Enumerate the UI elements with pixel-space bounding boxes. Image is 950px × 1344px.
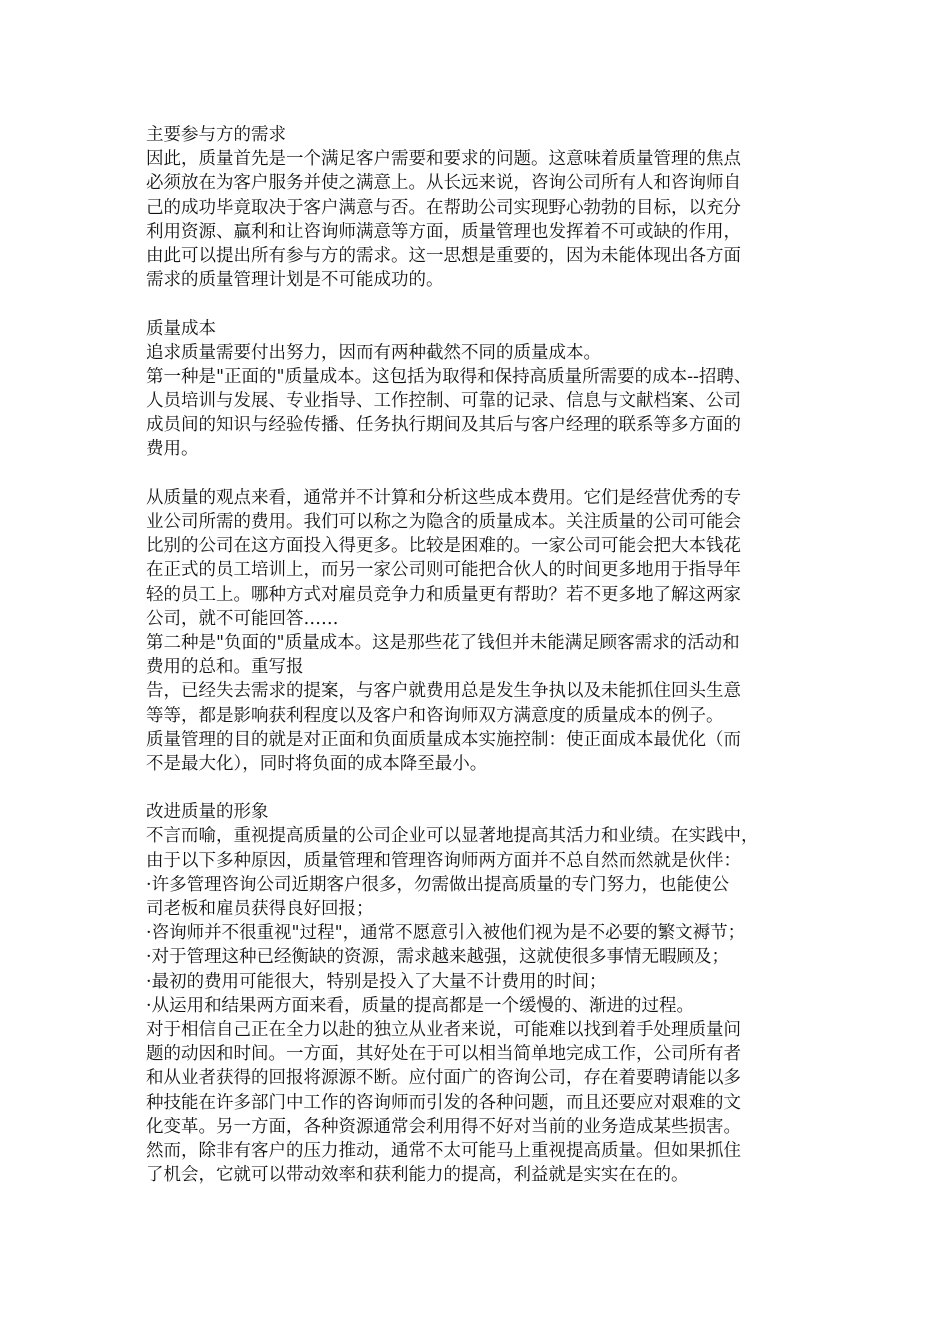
paragraph-gap [146,462,810,486]
text-line: 由于以下多种原因，质量管理和管理咨询师两方面并不总自然而然就是伙伴： [146,850,741,871]
text-line: 费用的总和。重写报 [146,657,304,678]
text-line: 然而，除非有客户的压力推动，通常不太可能马上重视提高质量。但如果抓住 [146,1140,741,1161]
text-line: 不言而喻，重视提高质量的公司企业可以显著地提高其活力和业绩。在实践中， [146,826,759,847]
text-line: 和从业者获得的回报将源源不断。应付面广的咨询公司，存在着要聘请能以多 [146,1068,741,1089]
text-line: 己的成功毕竟取决于客户满意与否。在帮助公司实现野心勃勃的目标，以充分 [146,197,741,218]
bullet-item: ·从运用和结果两方面来看，质量的提高都是一个缓慢的、渐进的过程。 [146,995,695,1016]
bullet-item: ·对于管理这种已经衡缺的资源，需求越来越强，这就使很多事情无暇顾及； [146,947,730,968]
text-line: 业公司所需的费用。我们可以称之为隐含的质量成本。关注质量的公司可能会 [146,512,741,532]
text-line: 需求的质量管理计划是不可能成功的。 [146,270,444,291]
text-line: 质量管理的目的就是对正面和负面质量成本实施控制：使正面成本最优化（而 [146,729,741,750]
text-line: 必须放在为客户服务并使之满意上。从长远来说，咨询公司所有人和咨询师自 [146,173,741,194]
text-line: 因此，质量首先是一个满足客户需要和要求的问题。这意味着质量管理的焦点 [146,149,741,170]
text-line: 对于相信自己正在全力以赴的独立从业者来说，可能难以找到着手处理质量问 [146,1019,741,1040]
bullet-item: ·许多管理咨询公司近期客户很多，勿需做出提高质量的专门努力，也能使公 [146,874,730,895]
text-line: 司老板和雇员获得良好回报； [146,899,374,919]
text-line: 公司，就不可能回答…… [146,608,339,629]
text-line: 费用。 [146,439,199,460]
section-heading-cost-of-quality: 质量成本 [146,318,216,339]
text-line: 告，已经失去需求的提案，与客户就费用总是发生争执以及未能抓住回头生意 [146,681,741,702]
paragraph-gap [146,776,810,800]
text-line: 化变革。另一方面，各种资源通常会利用得不好对当前的业务造成某些损害。 [146,1116,741,1137]
text-line: 第二种是"负面的"质量成本。这是那些花了钱但并未能满足顾客需求的活动和 [146,632,740,653]
text-line: 比别的公司在这方面投入得更多。比较是困难的。一家公司可能会把大本钱花 [146,536,741,557]
bullet-item: ·最初的费用可能很大，特别是投入了大量不计费用的时间； [146,971,607,992]
text-line: 追求质量需要付出努力，因而有两种截然不同的质量成本。 [146,342,601,363]
text-line: 在正式的员工培训上，而另一家公司则可能把合伙人的时间更多地用于指导年 [146,560,741,581]
text-line: 了机会，它就可以带动效率和获利能力的提高，利益就是实实在在的。 [146,1165,689,1186]
text-line: 不是最大化），同时将负面的成本降至最小。 [146,753,488,774]
text-line: 由此可以提出所有参与方的需求。这一思想是重要的，因为未能体现出各方面 [146,245,741,266]
text-line: 种技能在许多部门中工作的咨询师而引发的各种问题，而且还要应对艰难的文 [146,1092,741,1113]
paragraph-gap [146,292,810,316]
text-line: 从质量的观点来看，通常并不计算和分析这些成本费用。它们是经营优秀的专 [146,487,741,508]
text-line: 等等，都是影响获利程度以及客户和咨询师双方满意度的质量成本的例子。 [146,705,724,726]
bullet-item: ·咨询师并不很重视"过程"，通常不愿意引入被他们视为是不必要的繁文褥节； [146,923,746,944]
document-body [146,123,810,1187]
text-line: 成员间的知识与经验传播、任务执行期间及其后与客户经理的联系等多方面的 [146,415,741,436]
section-heading-improving-image: 改进质量的形象 [146,802,269,823]
section-heading-stakeholder-needs: 主要参与方的需求 [146,125,286,145]
text-line: 利用资源、赢利和让咨询师满意等方面，质量管理也发挥着不可或缺的作用， [146,221,741,242]
text-line: 轻的员工上。哪种方式对雇员竞争力和质量更有帮助？若不更多地了解这两家 [146,584,741,605]
text-line: 第一种是"正面的"质量成本。这包括为取得和保持高质量所需要的成本--招聘、 [146,366,752,387]
text-line: 人员培训与发展、专业指导、工作控制、可靠的记录、信息与文献档案、公司 [146,391,741,412]
text-line: 题的动因和时间。一方面，其好处在于可以相当简单地完成工作，公司所有者 [146,1044,741,1065]
